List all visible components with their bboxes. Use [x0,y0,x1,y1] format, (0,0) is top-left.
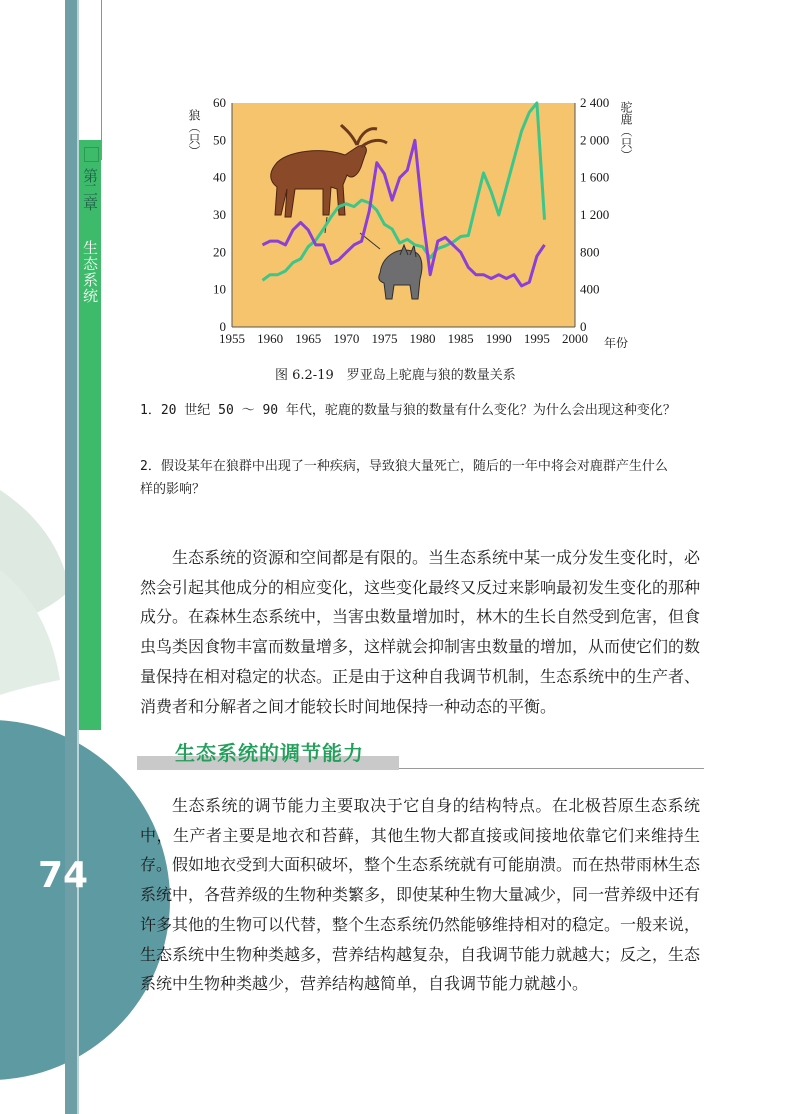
x-tick-label: 2000 [562,331,588,346]
margin-rule [101,0,102,160]
plot-background [232,103,575,327]
x-tick-label: 1970 [333,331,360,346]
x-tick-label: 1995 [523,331,550,346]
right-axis-title: 驼鹿（只） [619,101,633,161]
x-tick-label: 1965 [295,331,322,346]
y-right-tick-label: 800 [580,244,600,260]
y-left-tick-label: 40 [213,169,226,185]
page-number: 74 [38,855,89,896]
population-chart [180,95,640,355]
y-left-tick-label: 0 [219,319,226,334]
chapter-label: 第二章 [81,168,99,210]
left-margin-band [65,0,77,1114]
x-tick-label: 1985 [447,331,474,346]
figure-caption: 图 6.2-19 罗亚岛上驼鹿与狼的数量关系 [275,368,516,383]
y-left-tick-label: 50 [213,132,226,148]
y-right-tick-label: 2 000 [580,132,610,148]
chapter-marker [84,147,99,162]
x-tick-label: 1960 [257,331,284,346]
y-left-tick-label: 60 [213,95,226,110]
section-heading-rule [399,768,704,769]
x-tick-label: 1980 [409,331,436,346]
x-tick-label: 1990 [485,331,512,346]
y-left-tick-label: 10 [213,281,226,297]
section-title: 生态系统的调节能力 [175,741,364,765]
body-paragraph-1: 生态系统的资源和空间都是有限的。当生态系统中某一成分发生变化时，必然会引起其他成分的相应变化，这些变化最终又反过来影响最初发生变化的那种成分。在森林生态系统中，当害虫数量增加时，林木的生长自然受到危害，但食虫鸟类因食物丰富而数量增多，这样就会抑制害虫数量的增加，从而使它们的数量保持在相对稳定的状态。正是由于这种自我调节机制，生态系统中的生产者、消费者和分解者之间才能较长时间地保持一种动态的平衡。 [140,548,701,716]
y-right-tick-label: 1 600 [580,169,610,185]
y-right-tick-label: 1 200 [580,207,610,222]
left-axis-title: 狼（只） [187,109,201,157]
x-tick-label: 1975 [371,331,398,346]
x-tick-label: 1955 [219,331,245,346]
y-right-tick-label: 400 [580,281,600,297]
y-right-tick-label: 0 [580,319,587,334]
body-paragraph-2: 生态系统的调节能力主要取决于它自身的结构特点。在北极苔原生态系统中，生产者主要是地衣和苔藓，其他生物大都直接或间接地依靠它们来维持生存。假如地衣受到大面积破坏，整个生态系统就有可能崩溃。而在热带雨林生态系统中，各营养级的生物种类繁多，即使某种生物大量减少，同一营养级中还有许多其他的生物可以代替，整个生态系统仍然能够维持相对的稳定。一般来说，生态系统中生物种类越多，营养结构越复杂，自我调节能力就越大；反之，生态系统中生物种类越少，营养结构越简单，自我调节能力就越小。 [140,796,701,994]
chapter-tab [79,140,101,730]
leaf-decoration [0,450,70,700]
question-1: 1．20 世纪 50 ～ 90 年代，驼鹿的数量与狼的数量有什么变化？为什么会出现这种变化？ [140,403,676,418]
y-left-tick-label: 20 [213,244,226,260]
y-left-tick-label: 30 [213,207,226,222]
x-axis-title: 年份 [604,336,629,350]
y-right-tick-label: 2 400 [580,95,610,110]
question-2: 2．假设某年在狼群中出现了一种疾病，导致狼大量死亡，随后的一年中将会对鹿群产生什么样的影响？ [140,459,668,497]
chapter-subtitle: 生态系统 [81,240,99,304]
